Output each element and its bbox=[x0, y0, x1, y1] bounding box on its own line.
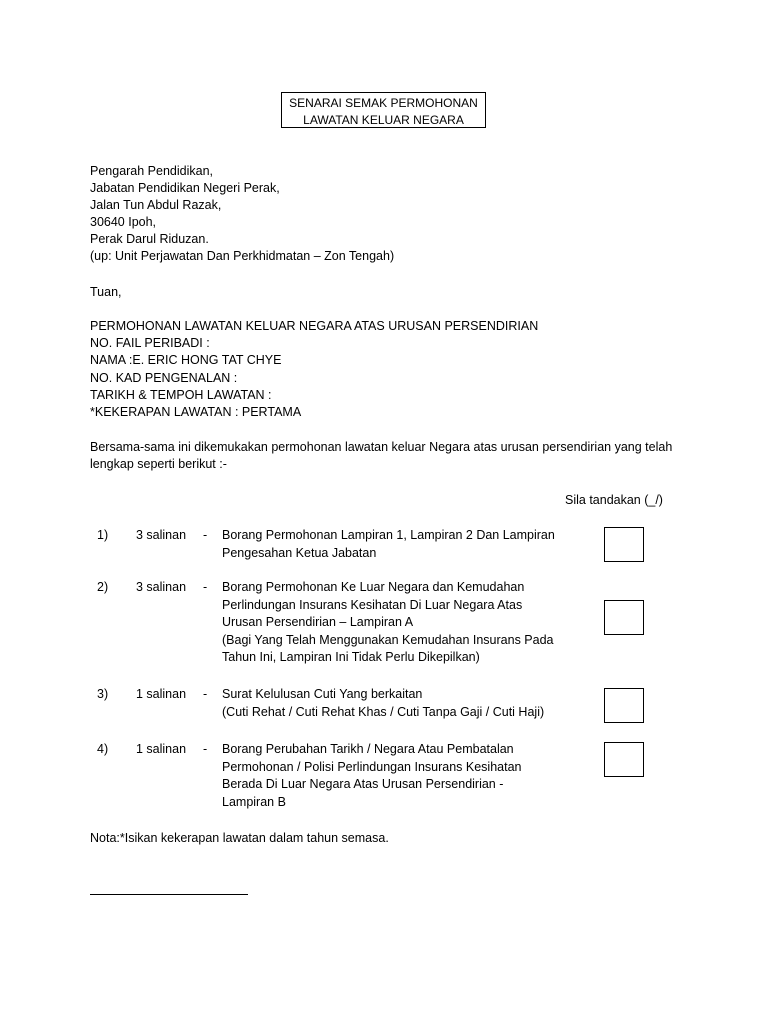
subject-line: NAMA :E. ERIC HONG TAT CHYE bbox=[90, 353, 282, 367]
item-description-line: Pengesahan Ketua Jabatan bbox=[222, 545, 377, 560]
item-description bbox=[222, 686, 567, 721]
address-line: 30640 Ipoh, bbox=[90, 215, 157, 229]
item-checkbox[interactable] bbox=[604, 688, 644, 723]
subject-line: NO. FAIL PERIBADI : bbox=[90, 336, 210, 350]
subject-line: TARIKH & TEMPOH LAWATAN : bbox=[90, 388, 272, 402]
item-description bbox=[222, 527, 567, 562]
document-title-line-1: SENARAI SEMAK PERMOHONAN bbox=[289, 96, 478, 110]
item-checkbox[interactable] bbox=[604, 600, 644, 635]
item-description-line: (Bagi Yang Telah Menggunakan Kemudahan Insurans Pada bbox=[222, 632, 554, 647]
item-checkbox[interactable] bbox=[604, 742, 644, 777]
item-description-line: Tahun Ini, Lampiran Ini Tidak Perlu Dikepilkan) bbox=[222, 650, 480, 664]
address-line: (up: Unit Perjawatan Dan Perkhidmatan – Zon Tengah) bbox=[90, 249, 395, 263]
item-copies: 1 salinan bbox=[136, 742, 187, 756]
item-description-line: Surat Kelulusan Cuti Yang berkaitan bbox=[222, 687, 423, 701]
subject-line: *KEKERAPAN LAWATAN : PERTAMA bbox=[90, 405, 302, 419]
address-line: Pengarah Pendidikan, bbox=[90, 164, 214, 178]
item-number: 2) bbox=[97, 580, 109, 594]
tick-instruction: Sila tandakan (_/) bbox=[565, 493, 663, 507]
item-number: 1) bbox=[97, 528, 109, 542]
salutation: Tuan, bbox=[90, 285, 122, 299]
item-description-line: Borang Permohonan Ke Luar Negara dan Kemudahan bbox=[222, 580, 525, 594]
item-copies: 3 salinan bbox=[136, 580, 187, 594]
item-dash: - bbox=[203, 742, 208, 756]
address-line: Jalan Tun Abdul Razak, bbox=[90, 198, 222, 212]
item-description bbox=[222, 579, 567, 667]
intro-paragraph: Bersama-sama ini dikemukakan permohonan lawatan keluar Negara atas urusan persendirian yang telah lengkap seperti berikut :- bbox=[90, 440, 673, 471]
subject-line: PERMOHONAN LAWATAN KELUAR NEGARA ATAS URUSAN PERSENDIRIAN bbox=[90, 319, 539, 333]
item-description-line: Borang Perubahan Tarikh / Negara Atau Pembatalan bbox=[222, 742, 514, 756]
note: Nota:*Isikan kekerapan lawatan dalam tahun semasa. bbox=[90, 831, 389, 845]
item-dash: - bbox=[203, 528, 208, 542]
item-checkbox[interactable] bbox=[604, 527, 644, 562]
signature-line bbox=[90, 894, 248, 895]
item-description-line: Perlindungan Insurans Kesihatan Di Luar Negara Atas bbox=[222, 597, 523, 612]
address-line: Perak Darul Riduzan. bbox=[90, 232, 209, 246]
address-line: Jabatan Pendidikan Negeri Perak, bbox=[90, 181, 280, 195]
item-dash: - bbox=[203, 580, 208, 594]
item-description-line: Permohonan / Polisi Perlindungan Insurans Kesihatan bbox=[222, 759, 522, 774]
document-title-line-2: LAWATAN KELUAR NEGARA bbox=[303, 113, 464, 127]
item-description-line: Lampiran B bbox=[222, 794, 286, 809]
item-description-line: Urusan Persendirian – Lampiran A bbox=[222, 615, 414, 629]
item-description bbox=[222, 741, 567, 811]
item-dash: - bbox=[203, 687, 208, 701]
subject-line: NO. KAD PENGENALAN : bbox=[90, 371, 238, 385]
item-copies: 1 salinan bbox=[136, 687, 187, 701]
document-title bbox=[281, 92, 486, 128]
item-number: 4) bbox=[97, 742, 109, 756]
item-description-line: (Cuti Rehat / Cuti Rehat Khas / Cuti Tanpa Gaji / Cuti Haji) bbox=[222, 704, 545, 719]
item-copies: 3 salinan bbox=[136, 528, 187, 542]
item-number: 3) bbox=[97, 687, 109, 701]
item-description-line: Borang Permohonan Lampiran 1, Lampiran 2 Dan Lampiran bbox=[222, 528, 555, 542]
item-description-line: Berada Di Luar Negara Atas Urusan Persendirian - bbox=[222, 777, 504, 791]
